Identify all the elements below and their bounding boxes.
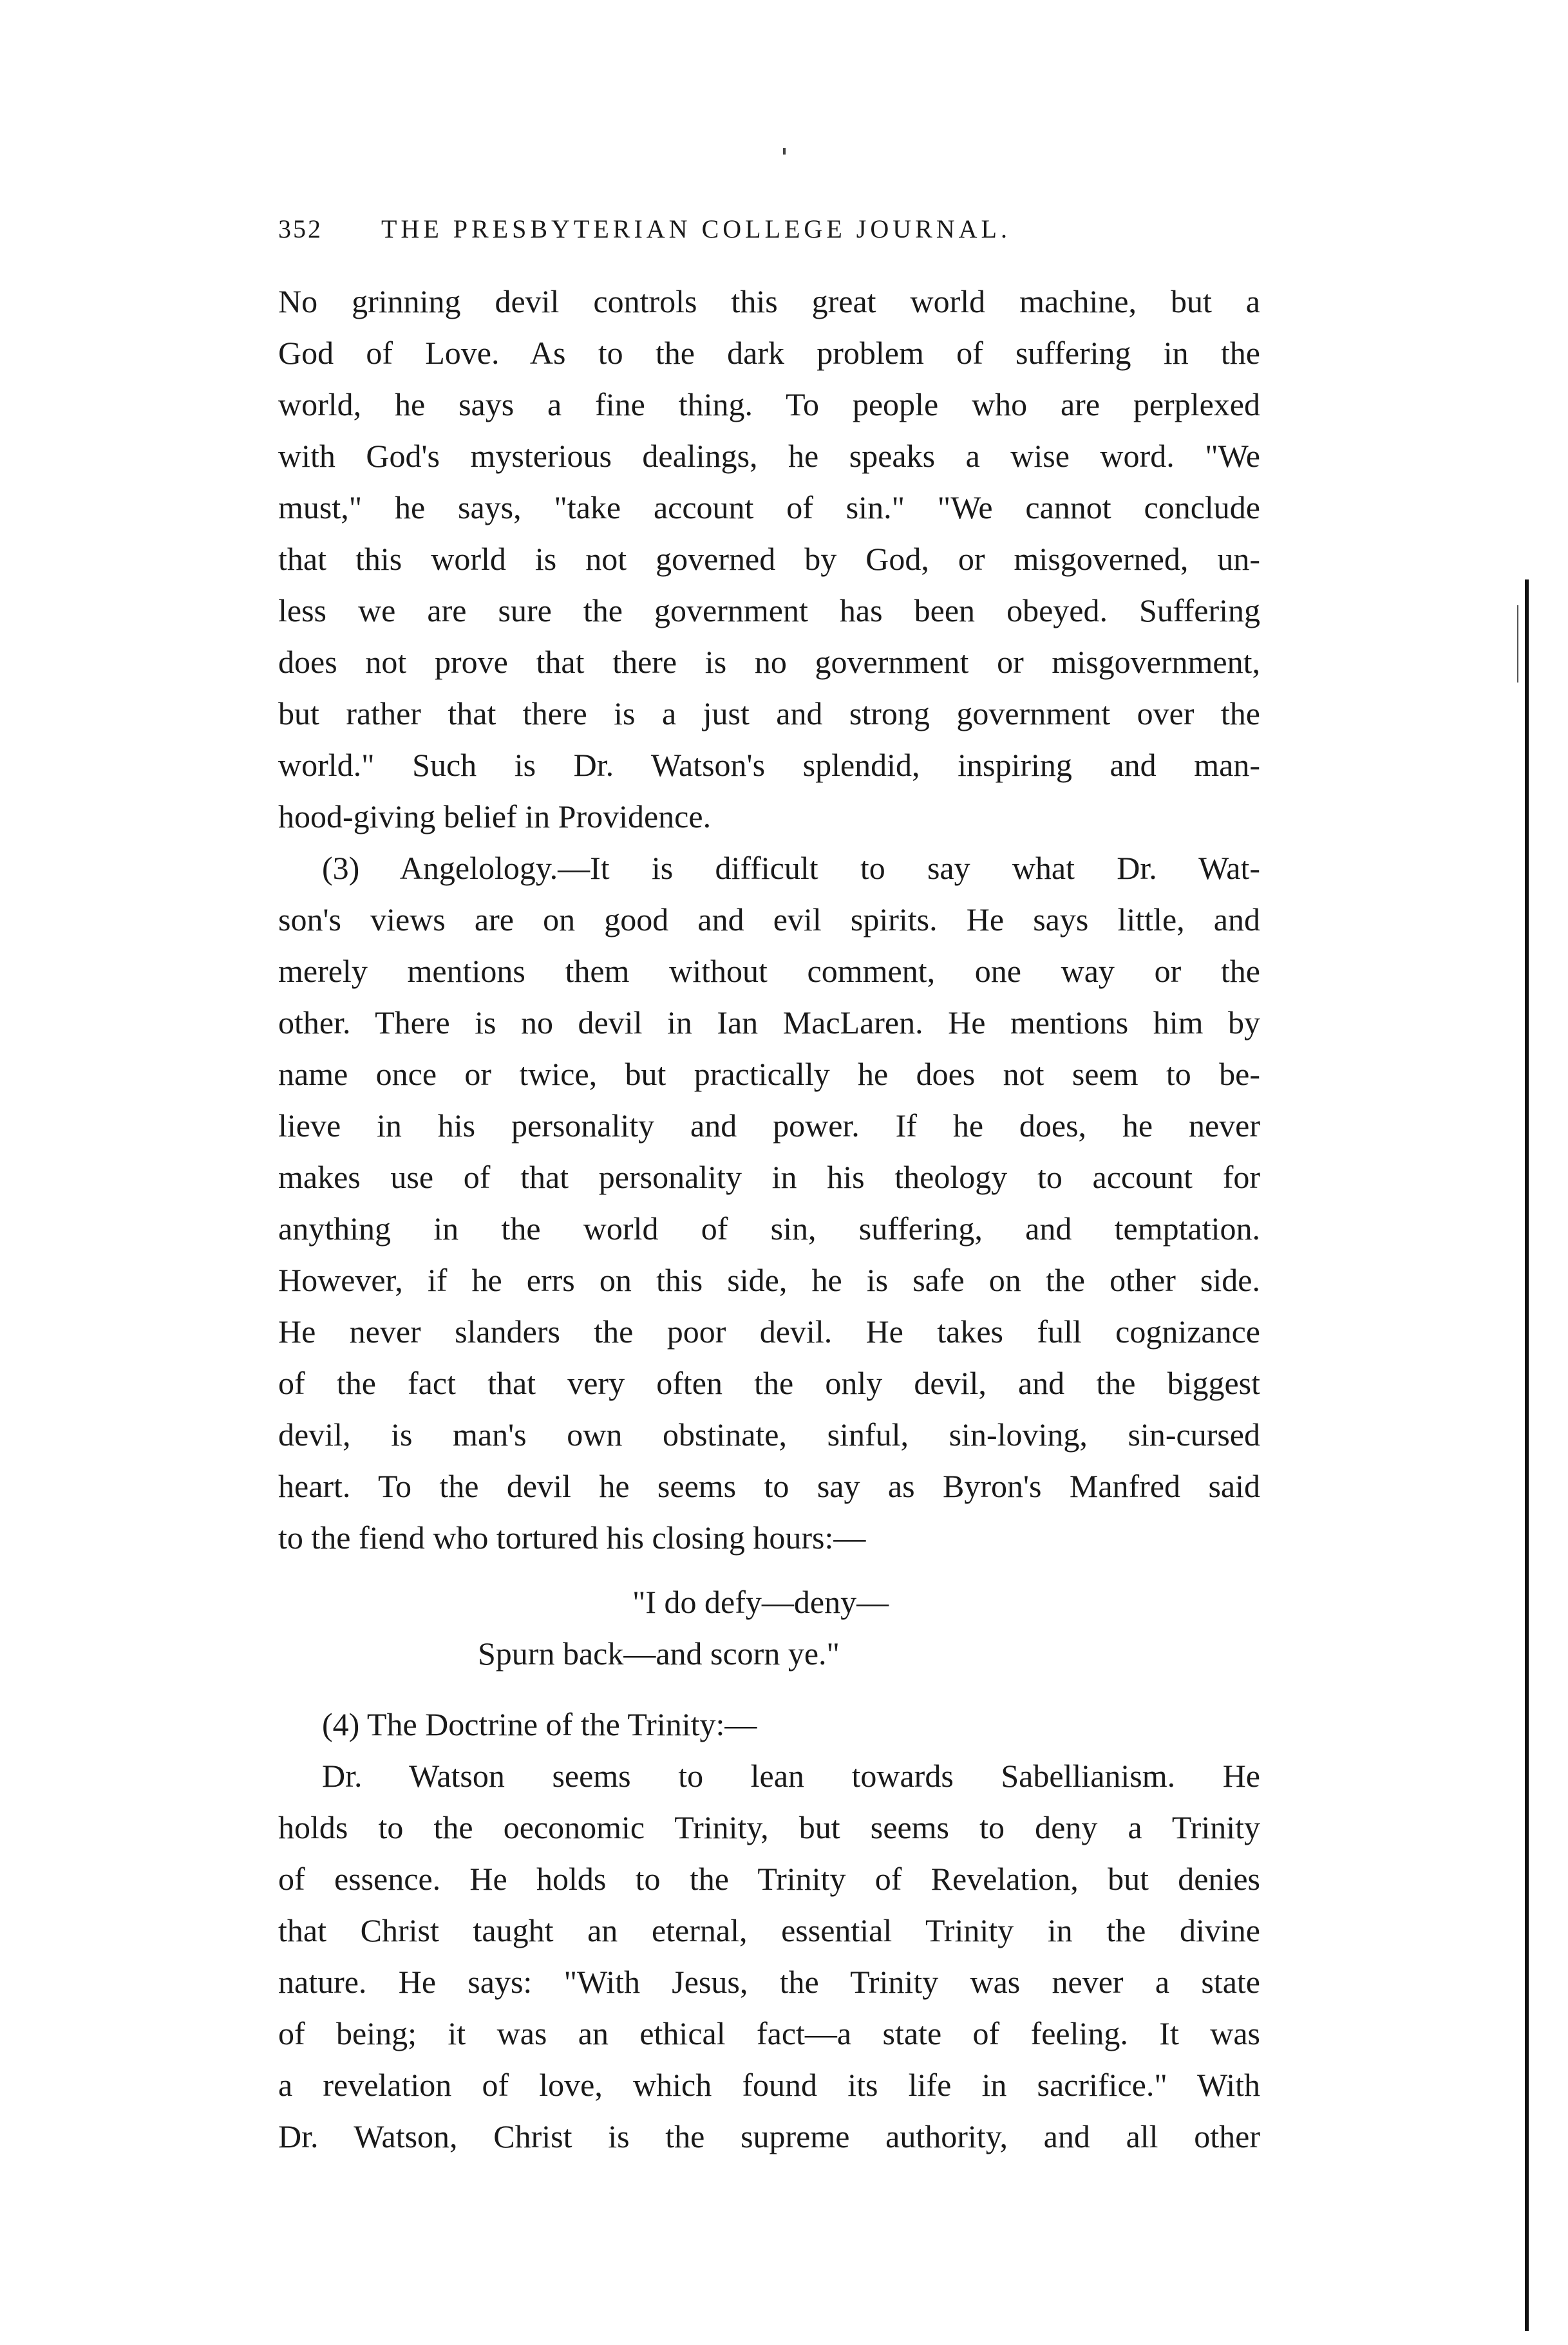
text-line: does not prove that there is no government or misgovernment, xyxy=(278,644,1260,680)
text-line: merely mentions them without comment, one way or the xyxy=(278,953,1260,989)
text-line: holds to the oeconomic Trinity, but seems to deny a Trinity xyxy=(278,1809,1260,1845)
text-line: name once or twice, but practically he does not seem to be- xyxy=(278,1056,1260,1092)
section-heading-trinity: (4) The Doctrine of the Trinity:— xyxy=(322,1706,757,1742)
text-line: world, he says a fine thing. To people who are perplexed xyxy=(278,386,1260,422)
scan-edge-rule xyxy=(1525,579,1529,2331)
text-line: son's views are on good and evil spirits. He says little, and xyxy=(278,901,1260,937)
scan-edge-mark xyxy=(1517,605,1518,683)
text-line: of essence. He holds to the Trinity of Revelation, but denies xyxy=(278,1861,1260,1897)
text-line: hood-giving belief in Providence. xyxy=(278,798,712,834)
text-line: heart. To the devil he seems to say as Byron's Manfred said xyxy=(278,1468,1260,1504)
text-line: with God's mysterious dealings, he speaks a wise word. "We xyxy=(278,438,1260,474)
page-header xyxy=(278,214,1283,252)
text-line: a revelation of love, which found its life in sacrifice." With xyxy=(278,2067,1260,2103)
text-line: No grinning devil controls this great world machine, but a xyxy=(278,283,1260,319)
text-line: Dr. Watson, Christ is the supreme authority, and all other xyxy=(278,2118,1260,2154)
text-line: makes use of that personality in his theology to account for xyxy=(278,1159,1260,1195)
quote-line: Spurn back—and scorn ye." xyxy=(478,1635,840,1672)
text-line: anything in the world of sin, suffering, and temptation. xyxy=(278,1210,1260,1247)
text-line: devil, is man's own obstinate, sinful, sin-loving, sin-cursed xyxy=(278,1417,1260,1453)
page-number: 352 xyxy=(278,214,323,243)
text-line: lieve in his personality and power. If he does, he never xyxy=(278,1107,1260,1144)
text-line: but rather that there is a just and strong government over the xyxy=(278,695,1260,731)
text-line: God of Love. As to the dark problem of suffering in the xyxy=(278,335,1260,371)
text-line: Dr. Watson seems to lean towards Sabellianism. He xyxy=(322,1758,1260,1794)
text-line: that Christ taught an eternal, essential Trinity in the divine xyxy=(278,1912,1260,1948)
text-line: world." Such is Dr. Watson's splendid, inspiring and man- xyxy=(278,747,1260,783)
text-line: to the fiend who tortured his closing hours:— xyxy=(278,1520,866,1556)
text-line: of being; it was an ethical fact—a state of feeling. It was xyxy=(278,2015,1260,2051)
section-angelology-start: (3) Angelology.—It is difficult to say what Dr. Wat- xyxy=(322,850,1260,886)
text-line: other. There is no devil in Ian MacLaren. He mentions him by xyxy=(278,1004,1260,1041)
body-text xyxy=(278,276,1260,2162)
quote-line: "I do defy—deny— xyxy=(632,1584,889,1620)
text-line: However, if he errs on this side, he is safe on the other side. xyxy=(278,1262,1260,1298)
print-speck xyxy=(783,148,786,155)
text-line: He never slanders the poor devil. He takes full cognizance xyxy=(278,1314,1260,1350)
text-line: of the fact that very often the only devil, and the biggest xyxy=(278,1365,1260,1401)
text-line: less we are sure the government has been obeyed. Suffering xyxy=(278,592,1260,628)
text-line: must," he says, "take account of sin." "We cannot conclude xyxy=(278,489,1260,525)
text-line: nature. He says: "With Jesus, the Trinity was never a state xyxy=(278,1964,1260,2000)
running-title: THE PRESBYTERIAN COLLEGE JOURNAL. xyxy=(381,214,1011,243)
text-line: that this world is not governed by God, or misgoverned, un- xyxy=(278,541,1260,577)
